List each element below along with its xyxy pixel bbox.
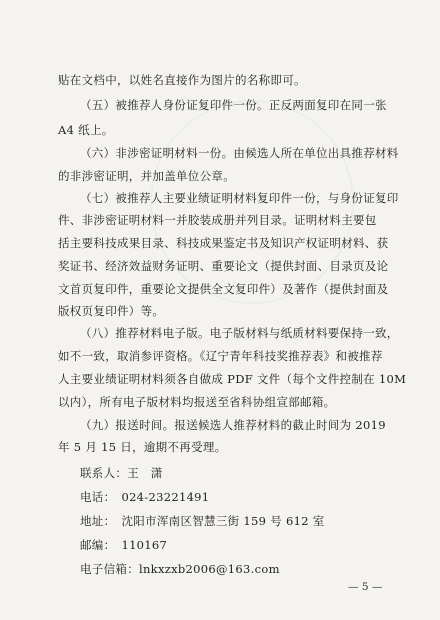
paragraph-line: （六）非涉密证明材料一份。由候选人所在单位出具推荐材料 (80, 146, 399, 160)
paragraph-line: 件、非涉密证明材料一并胶装成册并列目录。证明材料主要包 (58, 213, 377, 227)
paragraph-line: 的非涉密证明，并加盖单位公章。 (58, 169, 235, 183)
page-number: — 5 — (348, 581, 383, 593)
paragraph-line: 人主要业绩证明材料须各自做成 PDF 文件（每个文件控制在 10M (58, 372, 407, 386)
paragraph-line: 贴在文档中，以姓名直接作为图片的名称即可。 (58, 73, 306, 87)
contact-postcode: 邮编： 110167 (80, 538, 168, 552)
contact-address: 地址： 沈阳市浑南区智慧三街 159 号 612 室 (80, 514, 325, 528)
paragraph-line: （九）报送时间。报送候选人推荐材料的截止时间为 2019 (80, 418, 386, 432)
paragraph-line: 括主要科技成果目录、科技成果鉴定书及知识产权证明材料、获 (58, 236, 389, 250)
contact-email: 电子信箱：lnkxzxb2006@163.com (80, 562, 280, 576)
paragraph-line: （七）被推荐人主要业绩证明材料复印件一份，与身份证复印 (80, 191, 399, 205)
paragraph-line: 奖证书、经济效益财务证明、重要论文（提供封面、目录页及论 (58, 259, 389, 273)
contact-person: 联系人：王 潇 (80, 466, 163, 480)
paragraph-line: 以内），所有电子版材料均报送至省科协组宣部邮箱。 (58, 395, 336, 409)
paragraph-line: （八）推荐材料电子版。电子版材料与纸质材料要保持一致， (80, 326, 399, 340)
paragraph-line: 版权页复印件）等。 (58, 304, 165, 318)
paragraph-line: 年 5 月 15 日，逾期不再受理。 (58, 440, 227, 454)
contact-phone: 电话： 024-23221491 (80, 490, 210, 504)
paragraph-line: 如不一致，取消参评资格。《辽宁青年科技奖推荐表》和被推荐 (58, 349, 383, 363)
paragraph-line: （五）被推荐人身份证复印件一份。正反两面复印在同一张 (80, 98, 387, 112)
paragraph-line: 文首页复印件，重要论文提供全文复印件）及著作（提供封面及 (58, 282, 389, 296)
paragraph-line: A4 纸上。 (58, 123, 114, 137)
